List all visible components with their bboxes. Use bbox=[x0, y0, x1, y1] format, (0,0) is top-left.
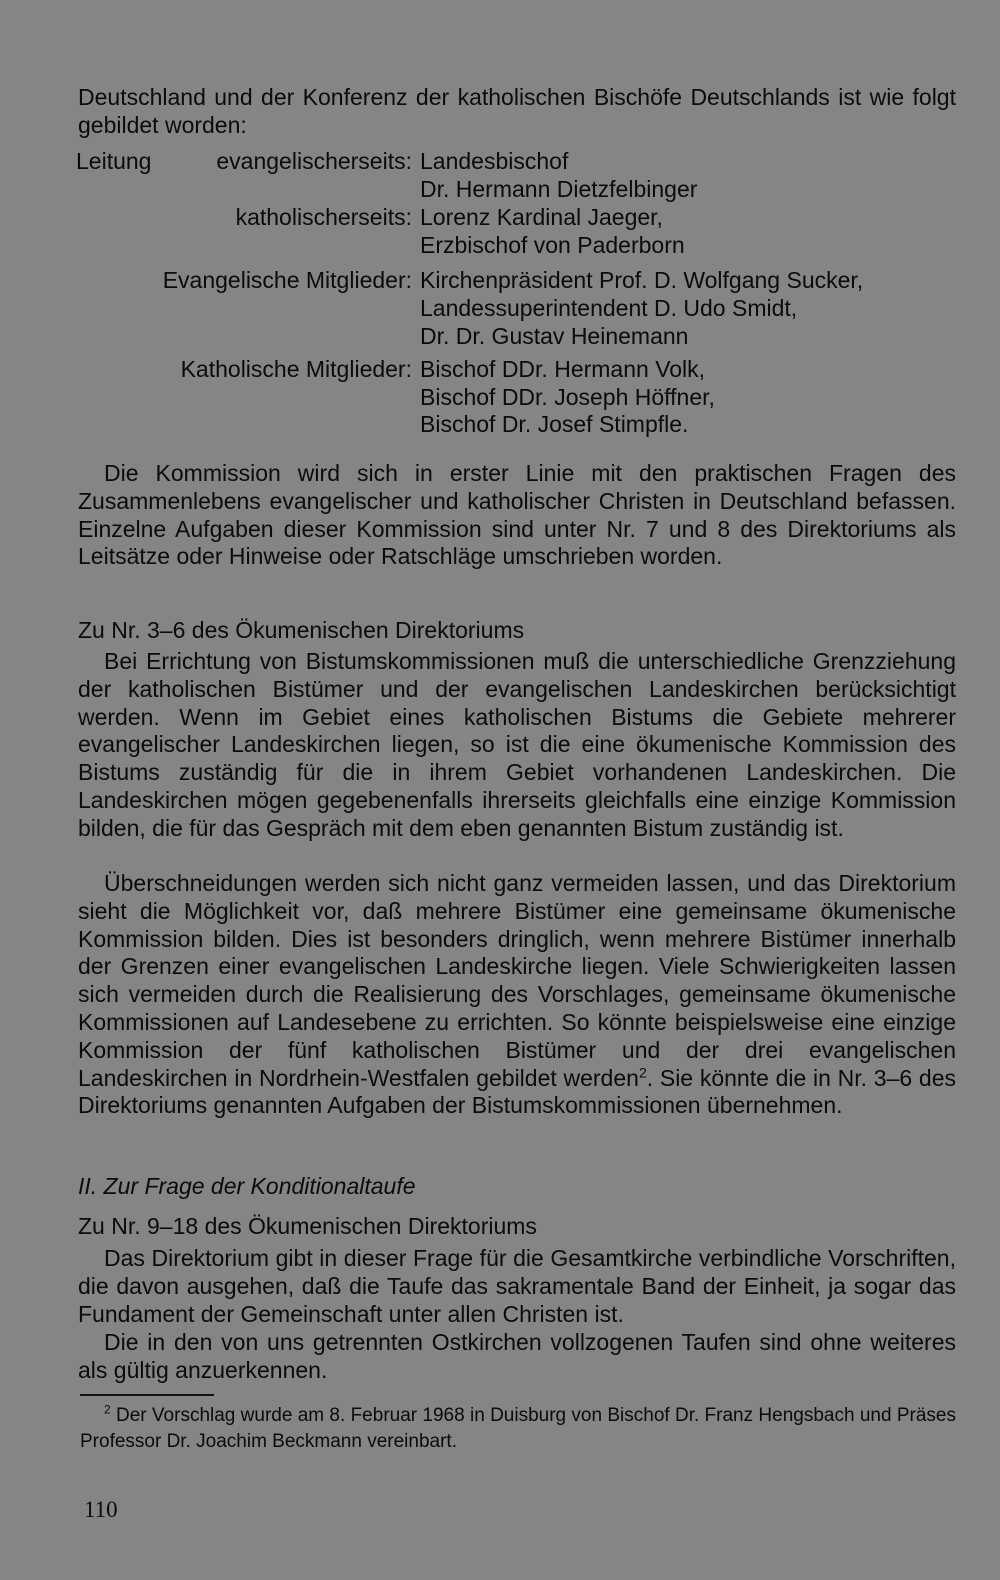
evangelisch-names: Landesbischof Dr. Hermann Dietzfelbinger bbox=[420, 148, 698, 202]
footnote-mark: 2 bbox=[104, 1402, 111, 1417]
footnote-reference: 2 bbox=[638, 1063, 647, 1080]
section-heading-konditionaltaufe: II. Zur Frage der Konditionaltaufe bbox=[78, 1173, 416, 1199]
members-row-evangelisch bbox=[76, 148, 956, 203]
paragraph-kommission: Die Kommission wird sich in erster Linie mit den praktischen Fragen des Zusammenlebens evangelischer und katholischer Christen in Deutschland befassen. Einzelne Aufgaben dieser Kommission sind unter Nr. 7 und 8 des Direktoriums als Leitsätze oder Hinweise oder Ratschläge umschrieben worden. bbox=[78, 460, 956, 570]
katholisch-label: katholischerseits: bbox=[235, 204, 412, 231]
intro-paragraph: Deutschland und der Konferenz der katholischen Bischöfe Deutschlands ist wie folgt gebildet worden: bbox=[78, 84, 956, 138]
evangelisch-label: evangelischerseits: bbox=[216, 148, 412, 174]
paragraph-bistumskommissionen: Bei Errichtung von Bistumskommissionen muß die unterschiedliche Grenzziehung der katholischen Bistümer und der evangelischen Landeskirchen berücksichtigt werden. Wenn im Gebiet eines katholischen Bistums die Gebiete mehrerer evangelischer Landeskirchen liegen, so ist die eine ökumenische Kommission des Bistums zuständig für die in ihrem Gebiet vorhandenen Landeskirchen. Die Landeskirchen mögen gegebenenfalls ihrerseits gleichfalls eine einzige Kommission bilden, die für das Gespräch mit dem eben genannten Bistum zuständig ist. bbox=[78, 648, 956, 841]
heading-nr-3-6: Zu Nr. 3–6 des Ökumenischen Direktoriums bbox=[78, 617, 525, 643]
footnote-divider bbox=[80, 1394, 214, 1396]
page-number: 110 bbox=[84, 1497, 118, 1522]
ev-mitglieder-names: Kirchenpräsident Prof. D. Wolfgang Sucker, Landessuperintendent D. Udo Smidt, Dr. Dr. Gustav Heinemann bbox=[420, 267, 864, 349]
ev-mitglieder-label: Evangelische Mitglieder: bbox=[162, 267, 412, 294]
kath-mitglieder-names: Bischof DDr. Hermann Volk, Bischof DDr. Joseph Höffner, Bischof Dr. Josef Stimpfle. bbox=[420, 356, 715, 438]
members-list bbox=[76, 148, 956, 447]
footnote-text: Der Vorschlag wurde am 8. Februar 1968 in Duisburg von Bischof Dr. Franz Hengsbach und Präses Professor Dr. Joachim Beckmann vereinbart. bbox=[80, 1405, 957, 1452]
katholisch-names: Lorenz Kardinal Jaeger, Erzbischof von Paderborn bbox=[420, 204, 685, 258]
members-row-ev-mitglieder bbox=[76, 267, 956, 350]
members-row-kath-mitglieder bbox=[76, 356, 956, 439]
heading-nr-9-18: Zu Nr. 9–18 des Ökumenischen Direktoriums bbox=[78, 1213, 537, 1239]
paragraph-ostkirchen: Die in den von uns getrennten Ostkirchen vollzogenen Taufen sind ohne weiteres als gültig anzuerkennen. bbox=[78, 1329, 956, 1383]
footnote bbox=[80, 1403, 956, 1455]
leitung-label: Leitung bbox=[76, 148, 152, 174]
members-row-katholisch bbox=[76, 204, 956, 259]
paragraph-ueberschneidungen: Überschneidungen werden sich nicht ganz vermeiden lassen, und das Direktorium sieht die Möglichkeit vor, daß mehrere Bistümer eine gemeinsame ökumenische Kommission bilden. Dies ist besonders dringlich, wenn mehrere Bistümer innerhalb der Grenzen einer evangelischen Landeskirche liegen. Viele Schwierigkeiten lassen sich vermeiden durch die Realisierung des Vorschlages, gemeinsame ökumenische Kommissionen auf Landesebene zu errichten. So könnte beispielsweise eine einzige Kommission der fünf katholischen Bistümer und der drei evangelischen Landeskirchen in Nordrhein-Westfalen gebildet werden$^2$. Sie könnte die in Nr. 3–6 des Direktoriums genannten Aufgaben der Bistumskommissionen übernehmen. bbox=[78, 870, 956, 1119]
kath-mitglieder-label: Katholische Mitglieder: bbox=[180, 356, 412, 383]
paragraph-taufe: Das Direktorium gibt in dieser Frage für die Gesamtkirche verbindliche Vorschriften, die davon ausgehen, daß die Taufe das sakramentale Band der Einheit, ja sogar das Fundament der Gemeinschaft unter allen Christen ist. bbox=[78, 1245, 956, 1327]
